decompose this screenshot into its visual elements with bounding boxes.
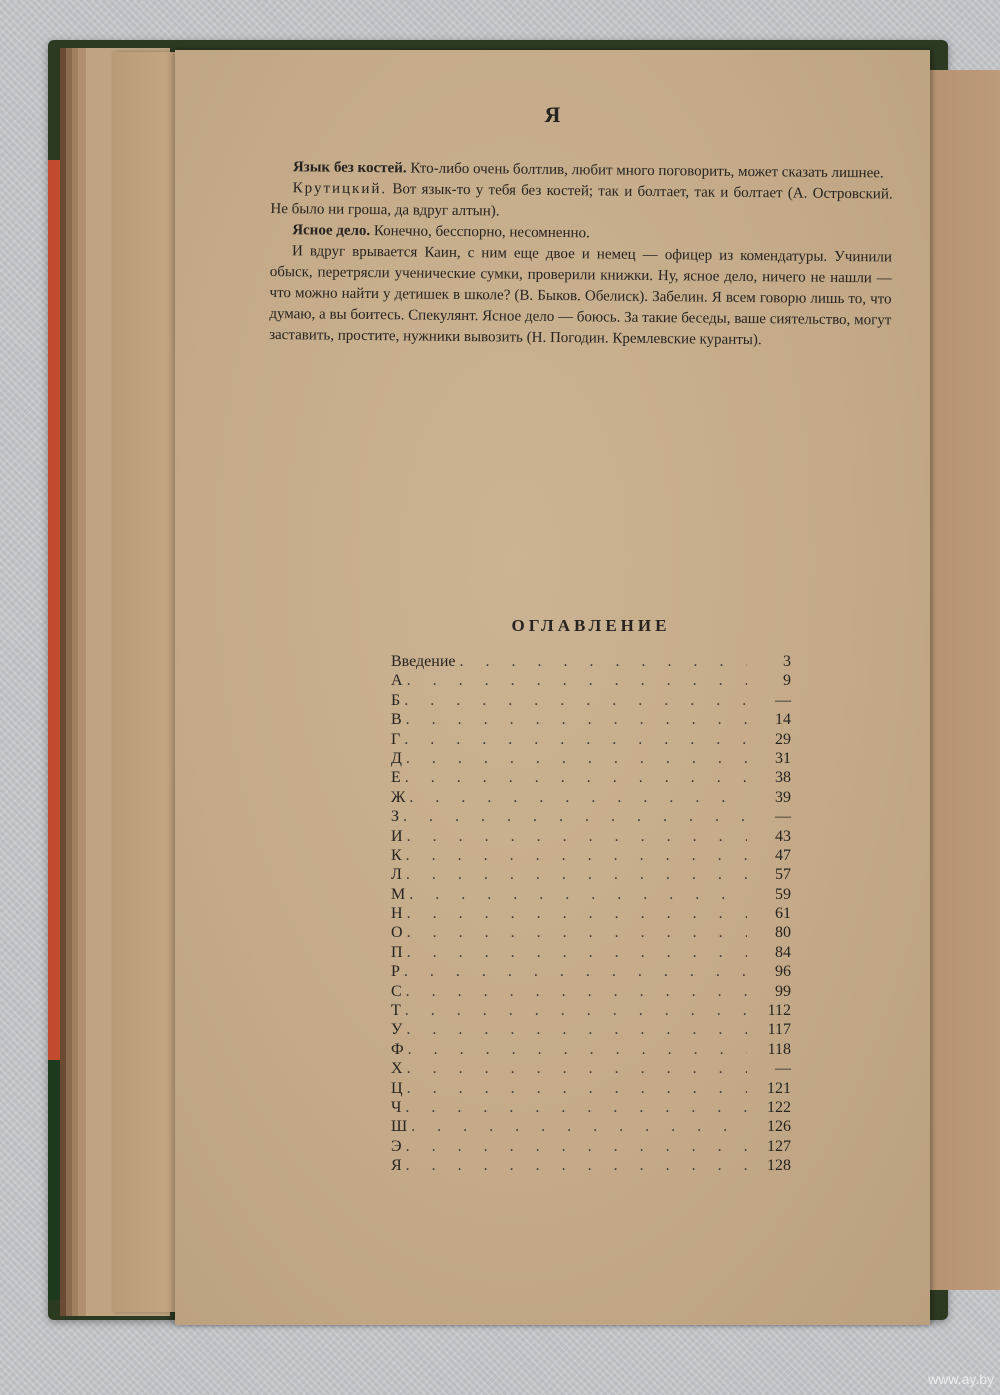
toc-row [391,730,791,749]
toc-leader-dots [409,788,747,807]
toc-leader-dots [404,730,747,749]
toc-page-number: 31 [775,749,791,767]
toc-label: Я [391,1157,402,1175]
toc-page-number: 47 [775,846,791,864]
toc-page-number: 118 [767,1040,791,1058]
toc-leader-dots [405,768,747,787]
toc-leader-dots [407,1059,747,1078]
toc-label: Г [391,730,401,748]
toc-row [391,923,791,942]
toc-label: М [391,885,406,903]
toc-leader-dots [407,1079,747,1098]
toc-page-number: 43 [775,827,791,845]
entry-text: Кто-либо очень болтлив, любит много поговорить, может сказать лишнее. [406,160,884,182]
toc-page-number: 57 [775,866,791,884]
toc-page-number: 14 [775,711,791,729]
toc-label: Ч [391,1098,402,1116]
entry-paragraph [269,241,892,353]
toc-leader-dots [406,1156,747,1175]
toc-leader-dots [407,671,747,690]
toc-label: Введение [391,653,456,670]
toc-leader-dots [405,1098,747,1117]
toc-row [391,788,791,807]
toc-row [391,846,791,865]
toc-row [391,827,791,846]
toc-page-number: 80 [775,924,791,942]
toc-row [391,749,791,768]
toc-page-number: — [775,808,791,826]
toc-leader-dots [403,807,747,826]
toc-page-number: 3 [783,653,791,670]
toc-leader-dots [407,904,747,923]
toc-leader-dots [406,865,747,884]
toc-label: Ш [391,1118,408,1136]
toc-label: Б [391,691,401,709]
toc-row [391,943,791,962]
entry-term: Ясное дело. [292,222,371,240]
toc-row [391,1059,791,1078]
table-of-contents [391,616,791,1176]
toc-row [391,1001,791,1020]
entry-speaker: Крутицкий. [292,180,388,198]
book-page [175,50,930,1325]
toc-row [391,885,791,904]
toc-row [391,1079,791,1098]
toc-page-number: 127 [767,1137,791,1155]
toc-label: Д [391,749,402,767]
toc-row [391,807,791,826]
toc-row [391,1020,791,1039]
toc-leader-dots [406,982,747,1001]
toc-row [391,1098,791,1117]
toc-leader-dots [406,749,747,768]
toc-row [391,865,791,884]
toc-label: Р [391,963,400,981]
toc-label: К [391,846,402,864]
toc-page-number: 38 [775,769,791,787]
toc-label: Ф [391,1040,404,1058]
toc-row [391,710,791,729]
toc-leader-dots [411,1117,747,1136]
toc-page-number: 61 [775,905,791,923]
toc-page-number: 59 [775,885,791,903]
toc-leader-dots [408,1040,747,1059]
toc-label: Е [391,769,401,787]
toc-label: Т [391,1002,401,1020]
toc-leader-dots [404,691,747,710]
toc-page-number: 112 [767,1002,791,1020]
toc-label: Ц [391,1079,403,1097]
toc-row [391,904,791,923]
entry-paragraph [270,178,892,227]
toc-leader-dots [460,652,748,671]
toc-page-number: 126 [767,1118,791,1136]
facing-page [918,70,1000,1290]
toc-leader-dots [407,827,747,846]
entry-text: Вот язык-то у тебя без костей; так и болтает, так и болтает (А. Островский. Не было ни гроша, да вдруг алтын). [270,181,893,220]
toc-row [391,1117,791,1136]
toc-leader-dots [407,943,747,962]
toc-row [391,691,791,710]
entry-text: И вдруг врывается Каин, с ним еще двое и немец — офицер из комендатуры. Учинили обыск, перетрясли ученические сумки, проверили книжки. Ну, ясное дело, ничего не нашли — что можно найти у детишек в школе? (В. Быков. Обелиск). Забелин. Я всем говорю лишь то, что думаю, а вы боитесь. Спекулянт. Ясное дело — боюсь. За такие беседы, ваше сиятельство, могут заставить, простите, нужники вывозить (Н. Погодин. Кремлевские куранты). [269,243,893,349]
toc-row [391,671,791,690]
toc-title: ОГЛАВЛЕНИЕ [511,616,671,635]
flyleaf [112,52,182,1312]
toc-row [391,1137,791,1156]
toc-leader-dots [409,885,747,904]
toc-label: З [391,808,400,826]
toc-page-number: — [775,1060,791,1078]
toc-list [391,652,791,1176]
toc-label: Х [391,1060,403,1078]
entry-term: Язык без костей. [292,159,407,177]
toc-leader-dots [406,710,747,729]
toc-label: С [391,982,402,1000]
toc-leader-dots [404,962,747,981]
toc-row [391,1156,791,1175]
toc-label: А [391,672,403,690]
letter-heading: Я [544,102,561,127]
toc-page-number: 29 [775,730,791,748]
toc-label: П [391,943,403,961]
toc-label: Э [391,1137,402,1155]
toc-label: У [391,1021,403,1039]
toc-page-number: 9 [783,672,791,690]
toc-page-number: 122 [767,1098,791,1116]
toc-page-number: 84 [775,943,791,961]
toc-page-number: 99 [775,982,791,1000]
toc-row [391,652,791,671]
toc-leader-dots [407,923,747,942]
toc-row [391,982,791,1001]
entry-text: Конечно, бесспорно, несомненно. [370,223,590,242]
toc-leader-dots [405,1001,747,1020]
toc-page-number: 117 [767,1021,791,1039]
dictionary-entries [269,157,893,353]
toc-page-number: — [775,691,791,709]
watermark: www.ay.by [928,1371,994,1387]
toc-page-number: 96 [775,963,791,981]
toc-label: Л [391,866,402,884]
toc-leader-dots [406,1137,747,1156]
toc-page-number: 128 [767,1157,791,1175]
toc-row [391,1040,791,1059]
toc-page-number: 121 [767,1079,791,1097]
toc-label: Ж [391,788,406,806]
toc-label: Н [391,905,403,923]
toc-row [391,768,791,787]
toc-leader-dots [406,1020,747,1039]
toc-row [391,962,791,981]
toc-leader-dots [406,846,747,865]
toc-page-number: 39 [775,788,791,806]
toc-label: В [391,711,402,729]
toc-label: О [391,924,403,942]
toc-label: И [391,827,403,845]
